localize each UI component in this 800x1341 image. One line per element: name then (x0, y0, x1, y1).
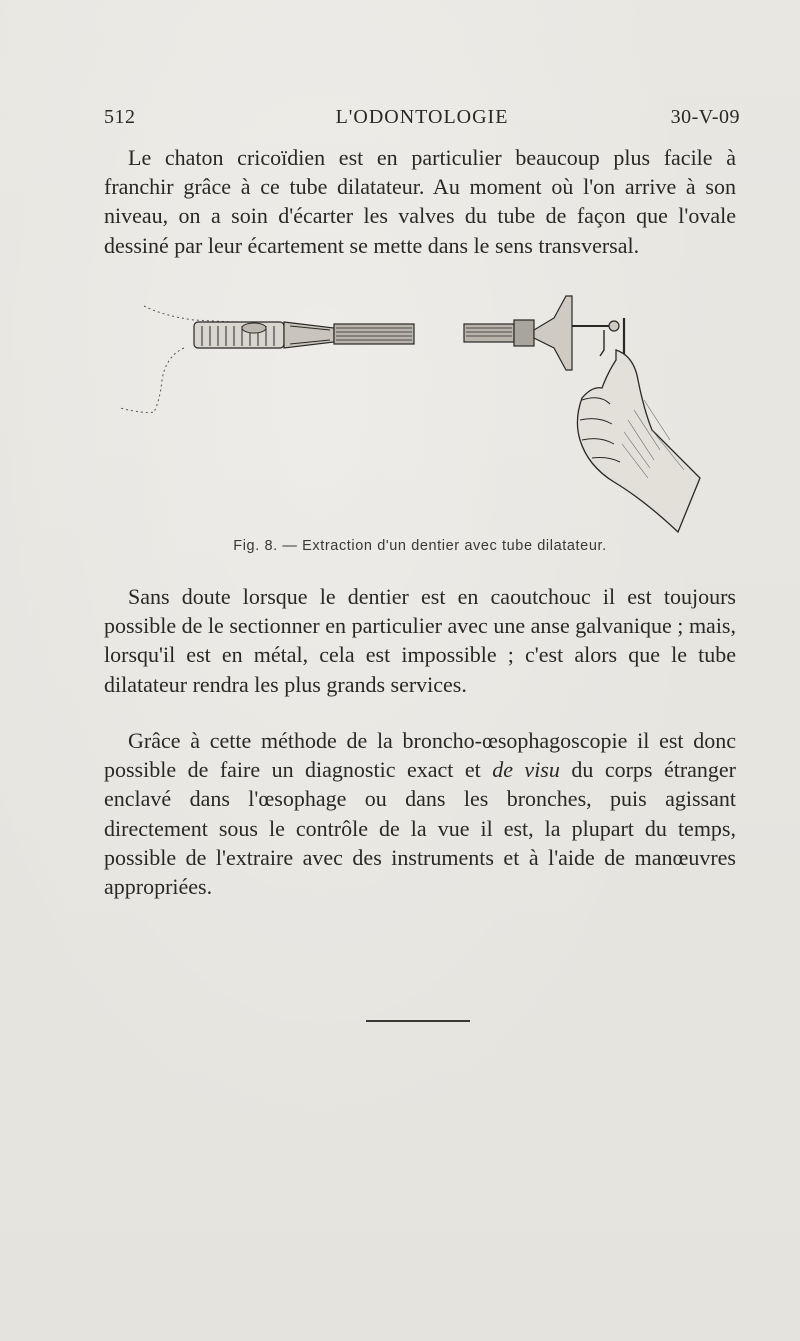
figure-caption: Fig. 8. — Extraction d'un dentier avec tube dilatateur. (233, 538, 607, 554)
dilator-handle (464, 296, 624, 370)
paragraph-3-text-start: Grâce à cette méthode de la broncho-œsophagoscopie il est donc possible de faire un diagnostic exact et (104, 728, 736, 783)
hand-drawing (577, 350, 700, 532)
dilator-extraction-illustration (104, 290, 736, 540)
page-number: 512 (104, 106, 136, 128)
paragraph-3-italic-phrase: de visu (492, 757, 560, 783)
paragraph-2 (104, 582, 736, 699)
running-header (104, 106, 740, 134)
issue-date: 30-V-09 (670, 106, 740, 128)
paragraph-3 (104, 726, 736, 901)
section-end-rule (366, 1020, 470, 1022)
figure-illustration (104, 290, 736, 540)
paragraph-3-text-end: du corps étranger enclavé dans l'œsophage ou dans les bronches, puis agissant directement sous le contrôle de la vue il est, la plupart du temps, possible de l'extraire avec des instruments et à l'aide de manœuvres appropriées. (104, 757, 737, 900)
denture-shape (194, 322, 284, 348)
paragraph-1-text: Le chaton cricoïdien est en particulier beaucoup plus facile à franchir grâce à ce tube dilatateur. Au moment où l'on arrive à son niveau, on a soin d'écarter les valves du tube de façon que l'ovale dessiné par leur écartement se mette dans le sens transversal. (104, 145, 736, 258)
paragraph-2-text: Sans doute lorsque le dentier est en caoutchouc il est toujours possible de le sectionner en particulier avec une anse galvanique ; mais, lorsqu'il est en métal, cela est impossible ; c'est alors que le tube dilatateur rendra les plus grands services. (104, 584, 736, 697)
dilator-tube (284, 322, 414, 348)
paragraph-1 (104, 143, 736, 260)
running-title: L'ODONTOLOGIE (335, 106, 509, 128)
